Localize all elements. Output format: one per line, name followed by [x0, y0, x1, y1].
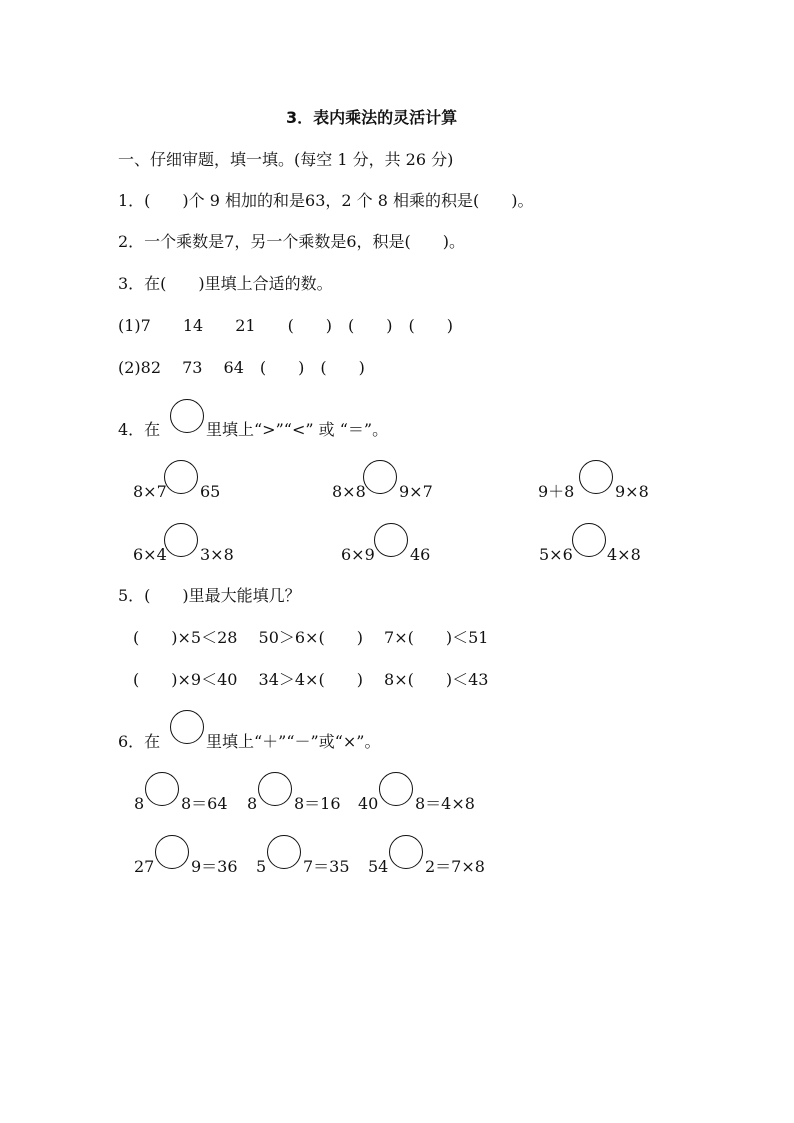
compare-right: 9×7 — [399, 482, 433, 501]
question-4-prompt-start: 4．在 — [118, 420, 161, 439]
compare-right: 46 — [410, 545, 431, 564]
question-3-row-2: (2)82 73 64 ( ) ( ) — [118, 358, 365, 377]
compare-left: 9＋8 — [538, 482, 575, 501]
operation-left: 5 — [256, 857, 267, 876]
answer-circle[interactable] — [363, 460, 397, 494]
answer-circle[interactable] — [267, 835, 301, 869]
worksheet-title: 3．表内乘法的灵活计算 — [286, 108, 458, 127]
answer-circle[interactable] — [164, 460, 198, 494]
operation-right: 8＝4×8 — [415, 794, 475, 813]
compare-right: 65 — [200, 482, 221, 501]
question-5-row-2: ( )×9＜40 34＞4×( ) 8×( )＜43 — [133, 670, 489, 689]
operation-right: 7＝35 — [303, 857, 350, 876]
compare-left: 6×4 — [133, 545, 167, 564]
compare-left: 6×9 — [341, 545, 375, 564]
answer-circle[interactable] — [258, 772, 292, 806]
operation-right: 9＝36 — [191, 857, 238, 876]
compare-left: 5×6 — [539, 545, 573, 564]
answer-circle[interactable] — [579, 460, 613, 494]
answer-circle[interactable] — [374, 523, 408, 557]
answer-circle[interactable] — [155, 835, 189, 869]
question-4-prompt-end: 里填上“>”“<” 或 “＝”。 — [206, 420, 389, 439]
operation-left: 54 — [368, 857, 389, 876]
question-6-prompt-start: 6．在 — [118, 732, 161, 751]
question-1: 1．( )个 9 相加的和是63，2 个 8 相乘的积是( )。 — [118, 191, 534, 210]
section-heading: 一、仔细审题，填一填。(每空 1 分，共 26 分) — [118, 150, 454, 169]
compare-right: 9×8 — [615, 482, 649, 501]
operation-left: 40 — [358, 794, 379, 813]
answer-circle[interactable] — [572, 523, 606, 557]
question-3-row-1: (1)7 14 21 ( ) ( ) ( ) — [118, 316, 454, 335]
answer-circle[interactable] — [170, 710, 204, 744]
answer-circle[interactable] — [164, 523, 198, 557]
operation-left: 8 — [134, 794, 145, 813]
answer-circle[interactable] — [170, 399, 204, 433]
compare-left: 8×8 — [332, 482, 366, 501]
question-2: 2．一个乘数是7，另一个乘数是6，积是( )。 — [118, 232, 466, 251]
operation-right: 8＝16 — [294, 794, 341, 813]
operation-right: 2＝7×8 — [425, 857, 485, 876]
operation-right: 8＝64 — [181, 794, 228, 813]
answer-circle[interactable] — [379, 772, 413, 806]
compare-right: 4×8 — [607, 545, 641, 564]
question-6-prompt-end: 里填上“＋”“－”或“×”。 — [206, 732, 381, 751]
operation-left: 27 — [134, 857, 155, 876]
answer-circle[interactable] — [389, 835, 423, 869]
answer-circle[interactable] — [145, 772, 179, 806]
question-3-prompt: 3．在( )里填上合适的数。 — [118, 274, 333, 293]
operation-left: 8 — [247, 794, 258, 813]
compare-right: 3×8 — [200, 545, 234, 564]
question-5-row-1: ( )×5＜28 50＞6×( ) 7×( )＜51 — [133, 628, 489, 647]
question-5-prompt: 5．( )里最大能填几？ — [118, 586, 301, 605]
compare-left: 8×7 — [133, 482, 167, 501]
